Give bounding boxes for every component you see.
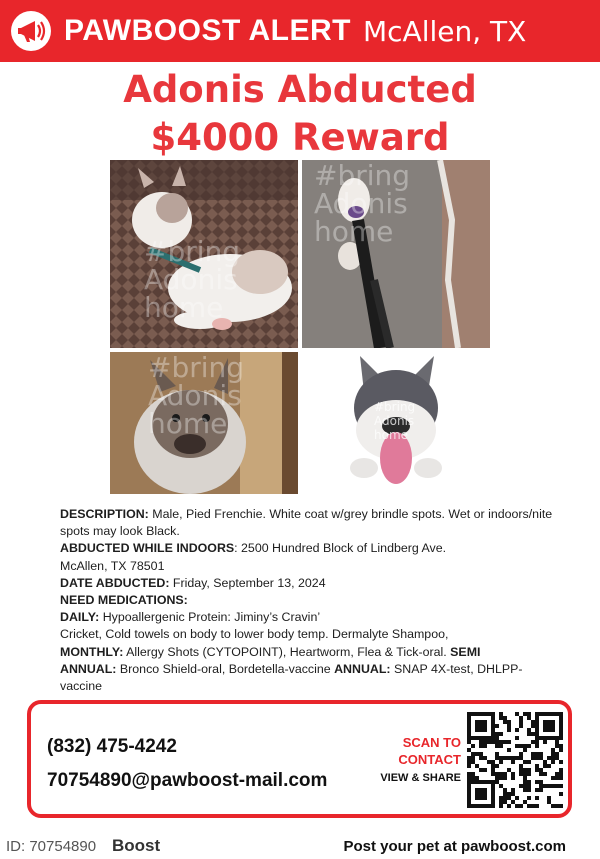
flyer-title: Adonis Abducted [123,68,477,111]
photo-watermark: #bring Adonis home [374,400,416,442]
listing-id: ID: 70754890 [6,838,97,855]
daily-meds-row: DAILY: Hypoallergenic Protein: Jiminy’s Cravin’ [60,610,321,625]
photo-watermark: #bring Adonis home [314,160,411,248]
daily-meds-row-2: Cricket, Cold towels on body to lower body temp. Dermalyte Shampoo, [60,627,449,642]
scan-to-contact-label: SCAN TO CONTACT [398,735,461,767]
contact-phone[interactable]: (832) 475-4242 [47,736,177,757]
photo-watermark: #bring Adonis home [144,235,241,324]
contact-email[interactable]: 70754890@pawboost-mail.com [47,770,328,791]
brand-name: PAWBOOST ALERT [64,14,351,47]
qr-code-icon[interactable] [467,712,563,808]
view-share-label: VIEW & SHARE [380,772,461,784]
medications-heading: NEED MEDICATIONS: [60,593,188,608]
pawboost-logo: Boost [112,836,161,855]
reward-title: $4000 Reward [150,116,450,159]
pet-photo-4 [302,352,490,494]
pet-photo-1 [110,160,298,348]
alert-header [0,0,600,62]
annual-meds-row: ANNUAL: Bronco Shield-oral, Bordetella-vaccine ANNUAL: SNAP 4X-test, DHLPP- [60,661,523,676]
post-your-pet-link[interactable]: Post your pet at pawboost.com [343,838,566,855]
pet-photo-2 [302,160,490,348]
pet-photo-3 [110,352,298,494]
annual-meds-row-2: vaccine [60,679,103,694]
pet-details [60,506,560,695]
megaphone-icon [10,10,52,52]
photo-watermark: #bring Adonis home [148,352,245,440]
monthly-meds-row: MONTHLY: Allergy Shots (CYTOPOINT), Heartworm, Flea & Tick-oral. SEMI [60,644,481,659]
contact-card [27,700,572,818]
city-row: McAllen, TX 78501 [60,558,165,573]
date-row: DATE ABDUCTED: Friday, September 13, 2024 [60,575,326,590]
description-row: DESCRIPTION: Male, Pied Frenchie. White coat w/grey brindle spots. Wet or indoors/nite spots may look Black. [60,507,553,539]
alert-location: McAllen, TX [363,14,527,48]
abducted-location-row: ABDUCTED WHILE INDOORS: 2500 Hundred Block of Lindberg Ave. [60,541,447,556]
